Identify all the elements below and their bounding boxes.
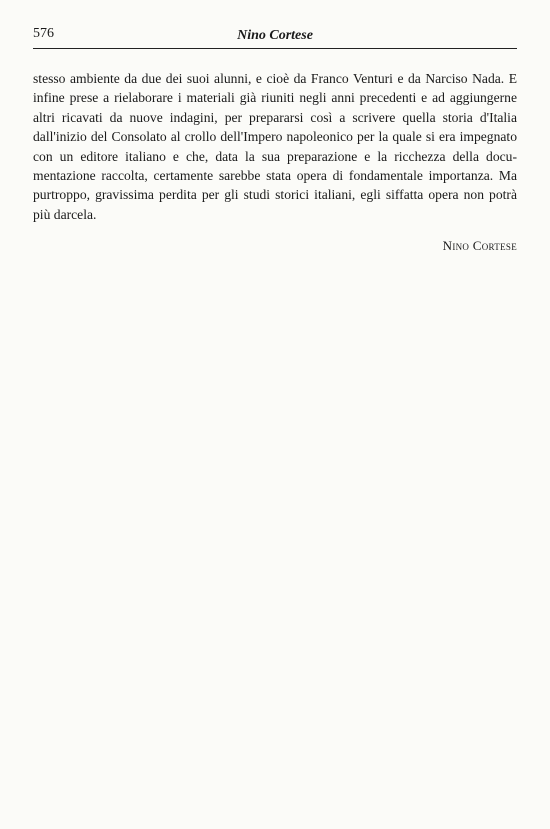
- running-head: Nino Cortese: [237, 28, 313, 43]
- page: [33, 22, 517, 254]
- page-number: 576: [33, 26, 54, 41]
- author-signature: Nino Cortese: [442, 237, 517, 253]
- body-paragraph: stesso ambiente da due dei suoi alunni, e cioè da Franco Venturi e da Narciso Nada. E infine prese a rielaborare i materiali già riuniti negli anni precedenti e ad aggiungerne altri ricavati da nuove indagini, per prepararsi così a scrivere quella storia d'Italia dall'inizio del Consolato al crollo dell'Impero napoleonico per la quale si era impegnato con un editore italiano e che, data la sua preparazione e la ricchezza della documentazione raccolta, certamente sarebbe stata opera di fondamentale importanza. Ma purtroppo, gravissima perdita per gli studi storici italiani, egli siffatta opera non potrà più darcela.: [33, 71, 517, 222]
- page-header: [33, 22, 517, 49]
